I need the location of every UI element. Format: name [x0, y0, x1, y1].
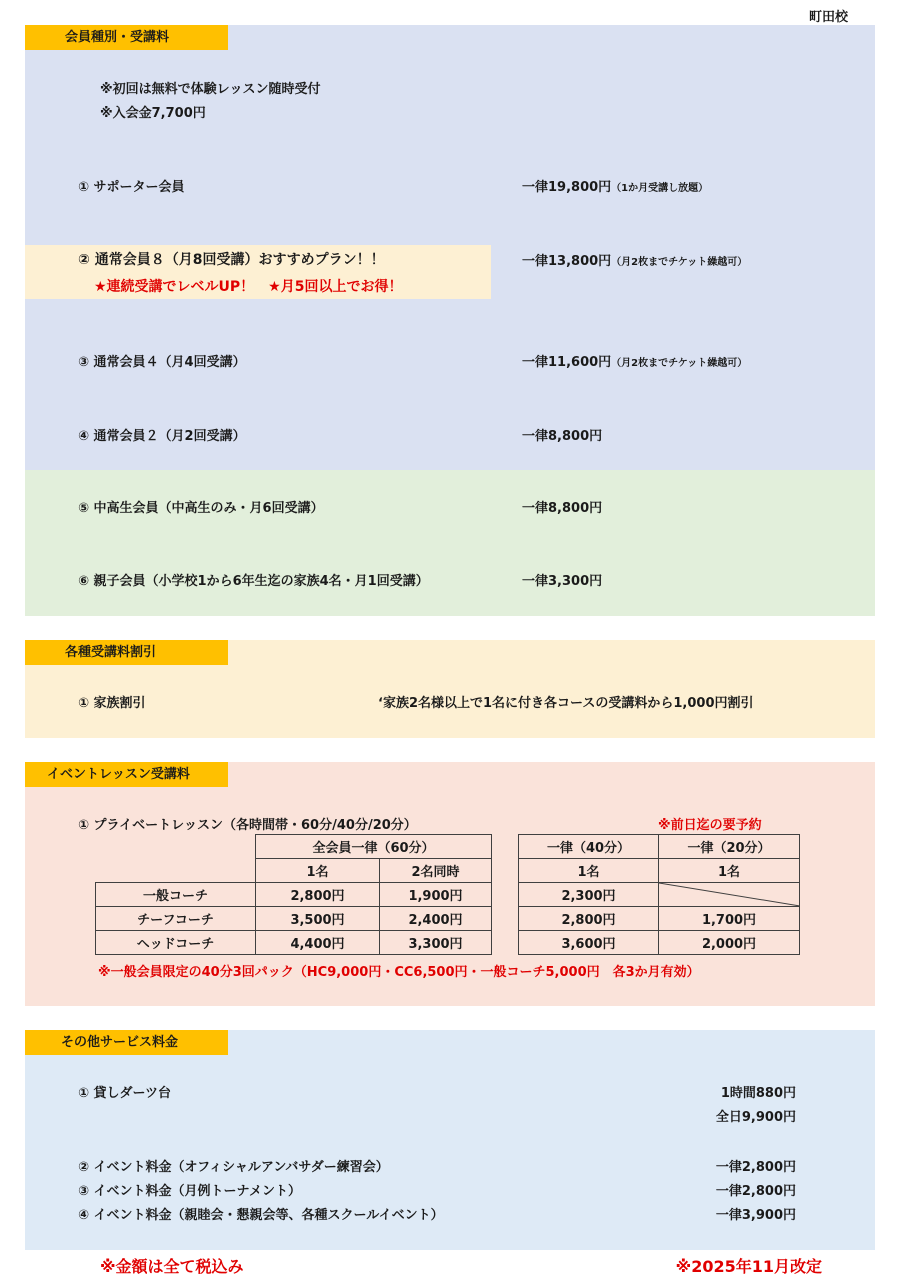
table20-header: 一律（20分） — [659, 835, 800, 859]
coach-head: ヘッドコーチ — [96, 931, 256, 955]
coach-general: 一般コーチ — [96, 883, 256, 907]
enrollment-fee-note: ※入会金7,700円 — [100, 106, 206, 121]
service-school-events-price: 一律3,900円 — [715, 1208, 796, 1223]
table-cell: 3,500円 — [256, 907, 380, 931]
plan-student-price: 一律8,800円 — [522, 501, 603, 516]
private-lesson-label: ① プライベートレッスン（各時間帯・60分/40分/20分） — [78, 818, 417, 833]
service-monthly-tournament-price: 一律2,800円 — [715, 1184, 796, 1199]
student-family-panel — [25, 470, 875, 616]
plan-regular-2: ④ 通常会員２（月2回受講） — [78, 429, 246, 444]
table-cell: 2,300円 — [519, 883, 659, 907]
table-row — [519, 907, 800, 931]
table-cell: 2,400円 — [380, 907, 492, 931]
private-60min-table — [95, 834, 492, 955]
not-available-cell — [659, 883, 800, 907]
plan-parent-child: ⑥ 親子会員（小学校1から6年生迄の家族4名・月1回受講） — [78, 574, 429, 589]
plan-regular-8-promo: ★連続受講でレベルUP！ ★月5回以上でお得！ — [94, 279, 403, 295]
plan-regular-4: ③ 通常会員４（月4回受講） — [78, 355, 246, 370]
table-cell: 2,800円 — [256, 883, 380, 907]
table-row — [519, 883, 800, 907]
services-tab: その他サービス料金 — [25, 1030, 228, 1055]
table40-header: 一律（40分） — [519, 835, 659, 859]
family-discount-label: ① 家族割引 — [78, 696, 146, 711]
table-cell: 3,300円 — [380, 931, 492, 955]
diagonal-line-icon — [659, 883, 800, 906]
table-row — [96, 883, 492, 907]
table-cell: 2,800円 — [519, 907, 659, 931]
table20-col: 1名 — [659, 859, 800, 883]
table-row — [96, 907, 492, 931]
coach-chief: チーフコーチ — [96, 907, 256, 931]
reservation-note: ※前日迄の要予約 — [658, 818, 762, 833]
table-cell: 2,000円 — [659, 931, 800, 955]
table-row — [519, 931, 800, 955]
table60-col-2: 2名同時 — [380, 859, 492, 883]
discounts-tab: 各種受講料割引 — [25, 640, 228, 665]
pack-note: ※一般会員限定の40分3回パック（HC9,000円・CC6,500円・一般コーチ5,000円 各3か月有効） — [98, 965, 700, 980]
service-monthly-tournament: ③ イベント料金（月例トーナメント） — [78, 1184, 302, 1199]
table60-col-1: 1名 — [256, 859, 380, 883]
table60-header: 全会員一律（60分） — [256, 835, 492, 859]
service-school-events: ④ イベント料金（親睦会・懇親会等、各種スクールイベント） — [78, 1208, 444, 1223]
plan-regular-2-price: 一律8,800円 — [522, 429, 603, 444]
service-dart-rental: ① 貸しダーツ台 — [78, 1086, 172, 1101]
events-tab: イベントレッスン受講料 — [25, 762, 228, 787]
table-cell: 3,600円 — [519, 931, 659, 955]
plan-regular-4-price: 一律11,600円（月2枚までチケット繰越可） — [522, 355, 748, 370]
tax-included-note: ※金額は全て税込み — [100, 1257, 244, 1276]
plan-regular-8-price: 一律13,800円（月2枚までチケット繰越可） — [522, 254, 748, 269]
private-40-20min-table — [518, 834, 800, 955]
plan-parent-child-price: 一律3,300円 — [522, 574, 603, 589]
plan-supporter-price: 一律19,800円（1か月受講し放題） — [522, 180, 709, 195]
table40-col: 1名 — [519, 859, 659, 883]
table-cell: 1,700円 — [659, 907, 800, 931]
service-dart-rental-price-hour: 1時間880円 — [720, 1086, 796, 1101]
trial-note: ※初回は無料で体験レッスン随時受付 — [100, 82, 321, 97]
service-ambassador-event: ② イベント料金（オフィシャルアンバサダー練習会） — [78, 1160, 389, 1175]
school-name: 町田校 — [808, 10, 848, 25]
plan-regular-8: ② 通常会員８（月8回受講）おすすめプラン！！ — [78, 252, 385, 268]
family-discount-desc: ʻ家族2名様以上で1名に付き各コースの受講料から1,000円割引 — [378, 696, 754, 711]
service-ambassador-event-price: 一律2,800円 — [715, 1160, 796, 1175]
revision-note: ※2025年11月改定 — [675, 1257, 822, 1276]
table-cell: 1,900円 — [380, 883, 492, 907]
plan-supporter: ① サポーター会員 — [78, 180, 185, 195]
membership-tab: 会員種別・受講料 — [25, 25, 228, 50]
service-dart-rental-price-day: 全日9,900円 — [715, 1110, 796, 1125]
table-row — [96, 931, 492, 955]
table-cell: 4,400円 — [256, 931, 380, 955]
plan-student: ⑤ 中高生会員（中高生のみ・月6回受講） — [78, 501, 324, 516]
